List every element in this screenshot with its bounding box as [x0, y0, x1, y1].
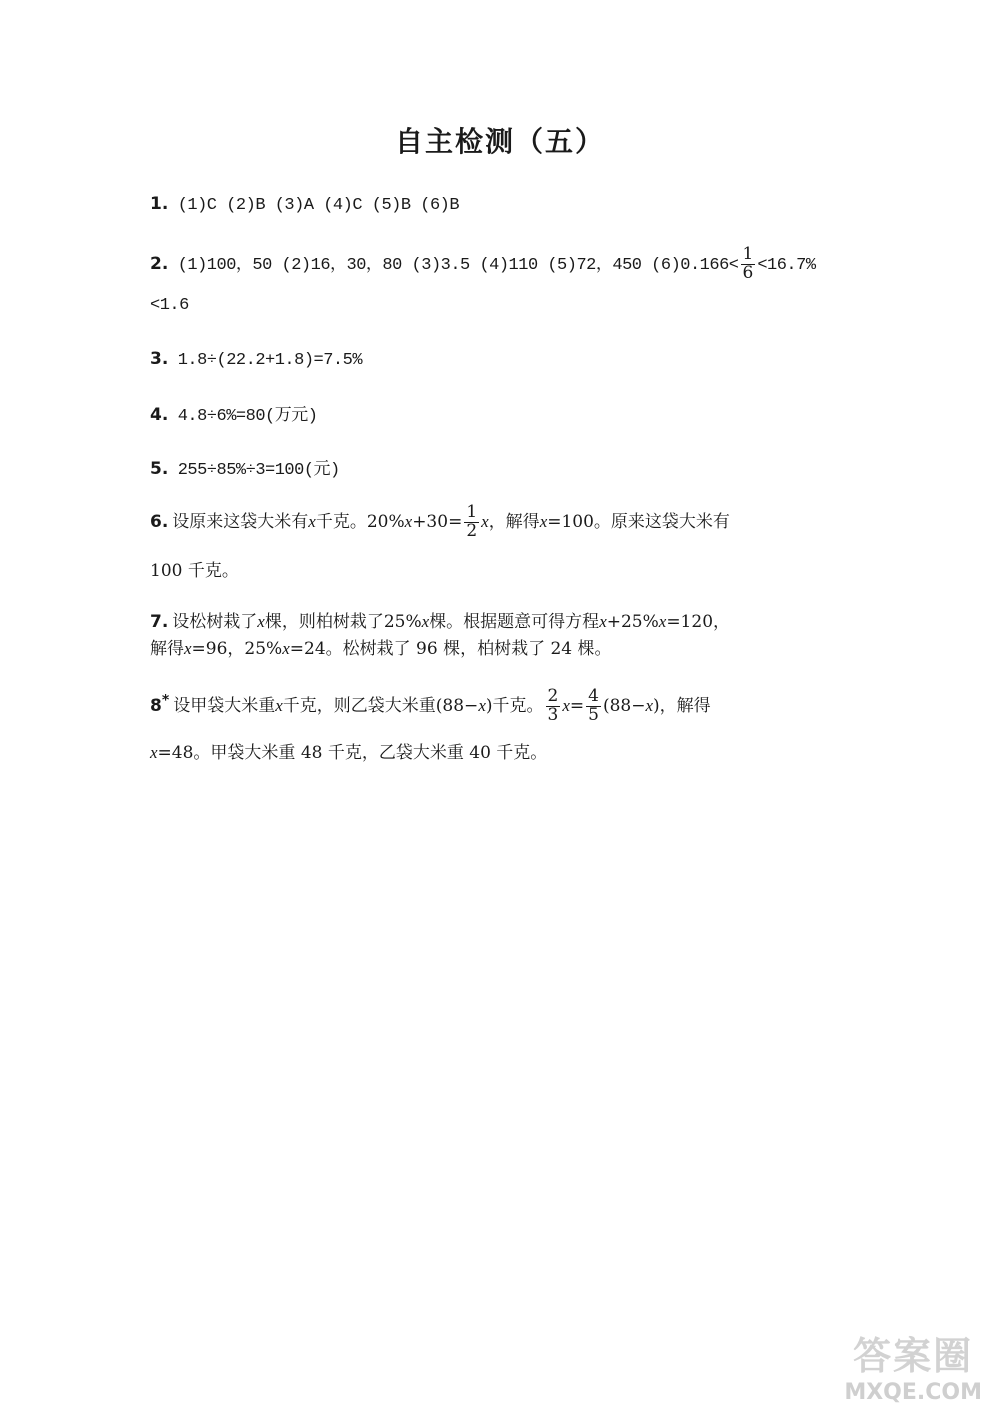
question-number: 6. [150, 511, 169, 532]
answer-text: <16.7% [757, 255, 816, 275]
watermark-logo: 答案圈 [853, 1334, 974, 1378]
answer-7-line2: 解得x=96，25%x=24。松树栽了 96 棵，柏树栽了 24 棵。 [150, 639, 612, 659]
question-number: 7. [150, 612, 169, 632]
answer-5 [150, 454, 850, 480]
answer-4 [150, 400, 850, 426]
answer-8: 8* 设甲袋大米重x千克，则乙袋大米重(88−x)千克。 $\frac{2}{3}$ x= $\frac{4}{5}$ (88−x)，解得 [150, 686, 711, 725]
answer-text: (1)C (2)B (3)A (4)C (5)B (6)B [177, 196, 460, 215]
answer-6-line2: 100 千克。 [150, 561, 239, 581]
answer-7: 7. 设松树栽了x棵，则柏树栽了25%x棵。根据题意可得方程x+25%x=120， [150, 612, 731, 632]
question-number: 2. [150, 253, 169, 274]
question-number: 3. [150, 349, 169, 369]
watermark [844, 1325, 982, 1405]
fraction: $\frac{1}{2}$ [466, 502, 478, 541]
answer-2-line2: <1.6 [150, 296, 189, 315]
question-number: 8* [150, 692, 170, 716]
page-title: 自主检测（五） [394, 125, 605, 158]
answer-text: 4.8÷6%=80(万元) [177, 407, 318, 426]
question-number: 1. [150, 194, 169, 214]
question-number: 5. [150, 459, 169, 479]
question-number: 4. [150, 405, 169, 425]
fraction: $\frac{4}{5}$ [588, 686, 599, 725]
watermark-site: MXQE.COM [844, 1380, 982, 1405]
answer-text: (1)100，50 (2)16，30，80 (3)3.5 (4)110 (5)72，450 (6)0.166< [177, 255, 739, 275]
fraction: $\frac{1}{6}$ [742, 244, 754, 283]
fraction: $\frac{2}{3}$ [547, 686, 559, 725]
answer-2 [150, 246, 850, 283]
answer-6: 6. 设原来这袋大米有x千克。20%x+30= $\frac{1}{2}$ x，解得x=100。原来这袋大米有 [150, 502, 730, 541]
answer-text: 255÷85%÷3=100(元) [177, 461, 340, 480]
answer-1 [150, 194, 850, 215]
answer-8-line2: x=48。甲袋大米重 48 千克，乙袋大米重 40 千克。 [150, 743, 548, 763]
answer-3 [150, 349, 850, 370]
answer-text: 1.8÷(22.2+1.8)=7.5% [177, 351, 363, 370]
